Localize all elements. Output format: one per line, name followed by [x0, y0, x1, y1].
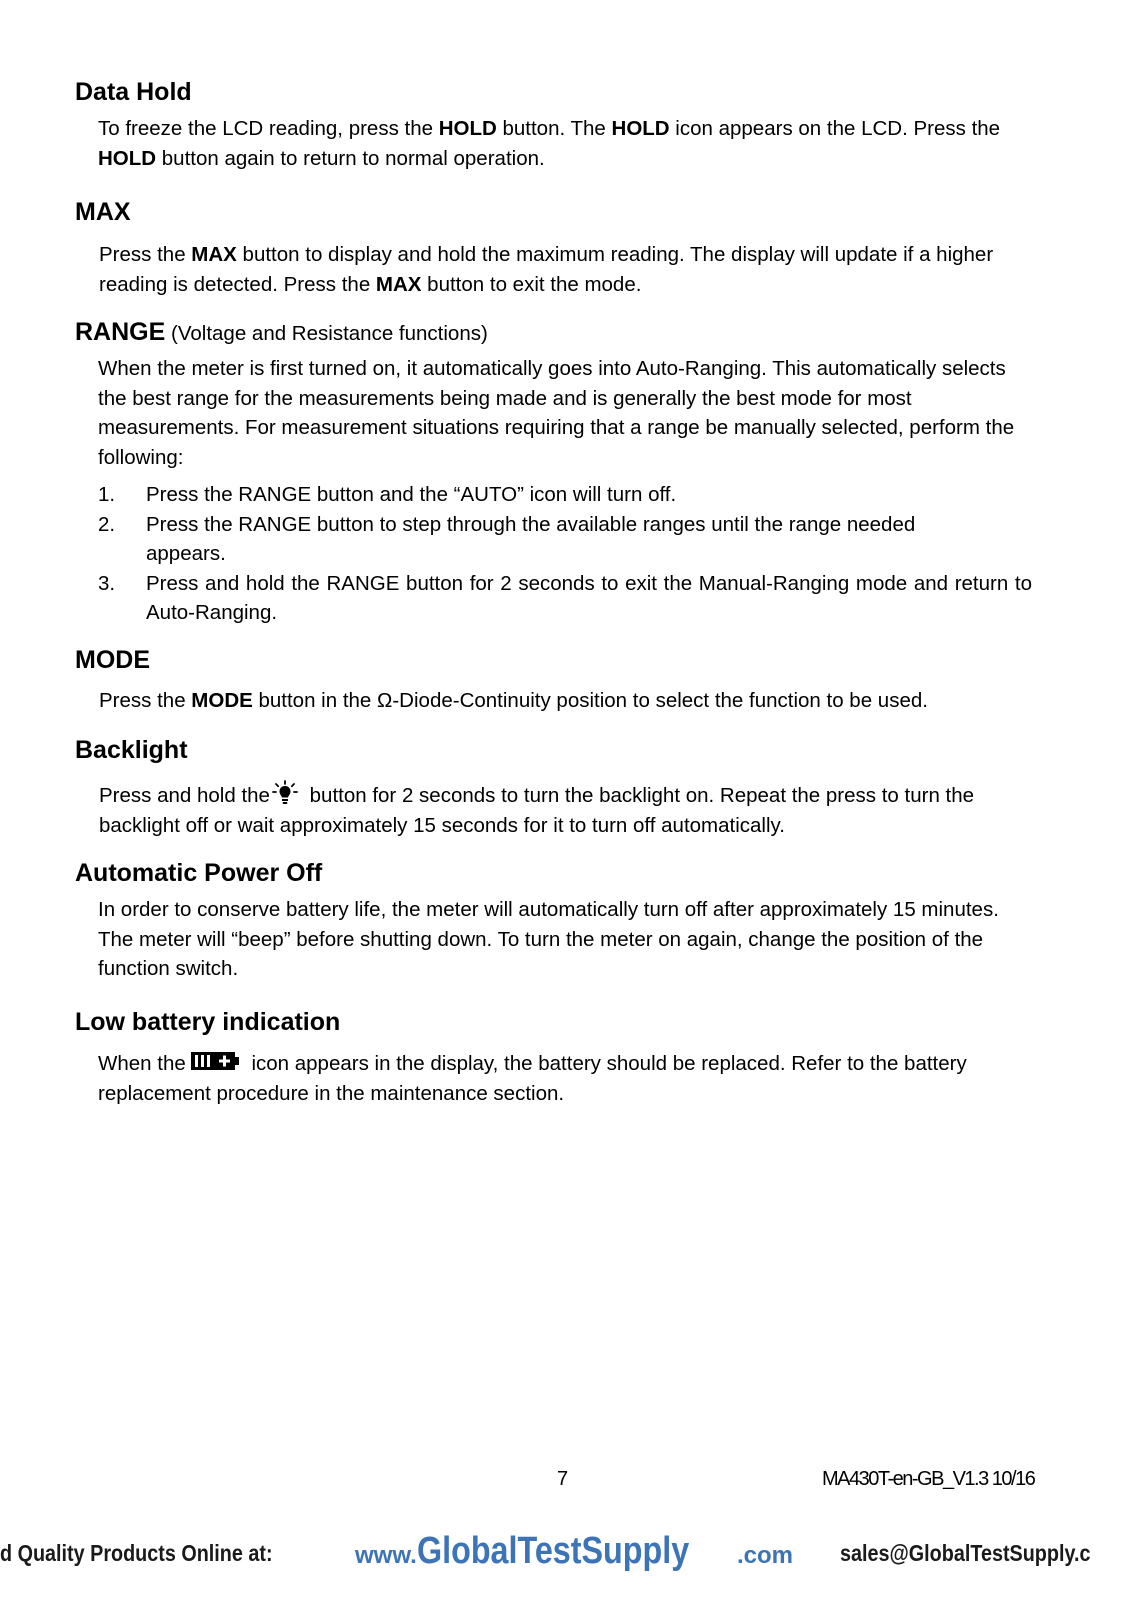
mode-heading: MODE: [75, 646, 150, 674]
url-prefix: www.: [355, 1542, 417, 1569]
backlight-paragraph: Press and hold the button for 2 seconds to turn the backlight on. Repeat the press to turn the backlight off or wait approximately 15 seconds for it to turn off automatically.: [99, 780, 1019, 840]
banner-website-link[interactable]: [355, 1530, 793, 1573]
backlight-heading: Backlight: [75, 736, 188, 764]
url-main: GlobalTestSupply: [416, 1530, 689, 1572]
low-battery-paragraph: When the icon appears in the display, the battery should be replaced. Refer to the battery replacement procedure in the maintenance section.: [98, 1052, 967, 1105]
range-step: [98, 510, 1032, 569]
range-step: [98, 569, 1032, 628]
data-hold-paragraph: To freeze the LCD reading, press the HOLD button. The HOLD icon appears on the LCD. Press the HOLD button again to return to normal operation.: [98, 117, 1001, 170]
step-number: 2.: [98, 512, 116, 536]
step-text: Press the RANGE button and the “AUTO” icon will turn off.: [146, 483, 677, 506]
step-text: Press and hold the RANGE button for 2 seconds to exit the Manual-Ranging mode and return to Auto-Ranging.: [146, 571, 1032, 624]
range-steps-list: [98, 480, 1032, 628]
range-step: [98, 480, 1032, 510]
document-code: MA430T-en-GB_V1.3 10/16: [822, 1468, 1035, 1490]
vendor-banner: [0, 1530, 1130, 1570]
step-number: 3.: [98, 571, 116, 595]
data-hold-heading: Data Hold: [75, 78, 192, 106]
mode-paragraph: Press the MODE button in the Ω-Diode-Continuity position to select the function to be used.: [99, 689, 928, 712]
backlight-bulb-icon: [272, 780, 298, 806]
step-number: 1.: [98, 483, 116, 506]
max-paragraph: Press the MAX button to display and hold the maximum reading. The display will update if a higher reading is detected. Press the MAX button to exit the mode.: [99, 243, 994, 296]
step-text: Press the RANGE button to step through the available ranges until the range needed appears.: [146, 512, 916, 565]
battery-icon: [190, 1050, 240, 1072]
range-heading-title: RANGE: [75, 318, 166, 346]
url-suffix: .com: [737, 1542, 794, 1569]
range-heading: [75, 317, 488, 349]
banner-email-link[interactable]: sales@GlobalTestSupply.c: [840, 1540, 1091, 1566]
page-number: 7: [557, 1468, 569, 1490]
range-intro-paragraph: When the meter is first turned on, it automatically goes into Auto-Ranging. This automatically selects the best range for the measurements being made and is generally the best mode for most measurements. For measurement situations requiring that a range be manually selected, perform the following:: [98, 357, 1015, 469]
auto-power-off-heading: Automatic Power Off: [75, 859, 323, 887]
range-heading-subtitle: (Voltage and Resistance functions): [165, 322, 488, 345]
max-heading: MAX: [75, 198, 131, 226]
low-battery-heading: Low battery indication: [75, 1008, 341, 1036]
auto-power-off-paragraph: In order to conserve battery life, the meter will automatically turn off after approximately 15 minutes. The meter will “beep” before shutting down. To turn the meter on again, change the position of the function switch.: [98, 898, 999, 980]
banner-tagline: d Quality Products Online at:: [0, 1540, 273, 1566]
